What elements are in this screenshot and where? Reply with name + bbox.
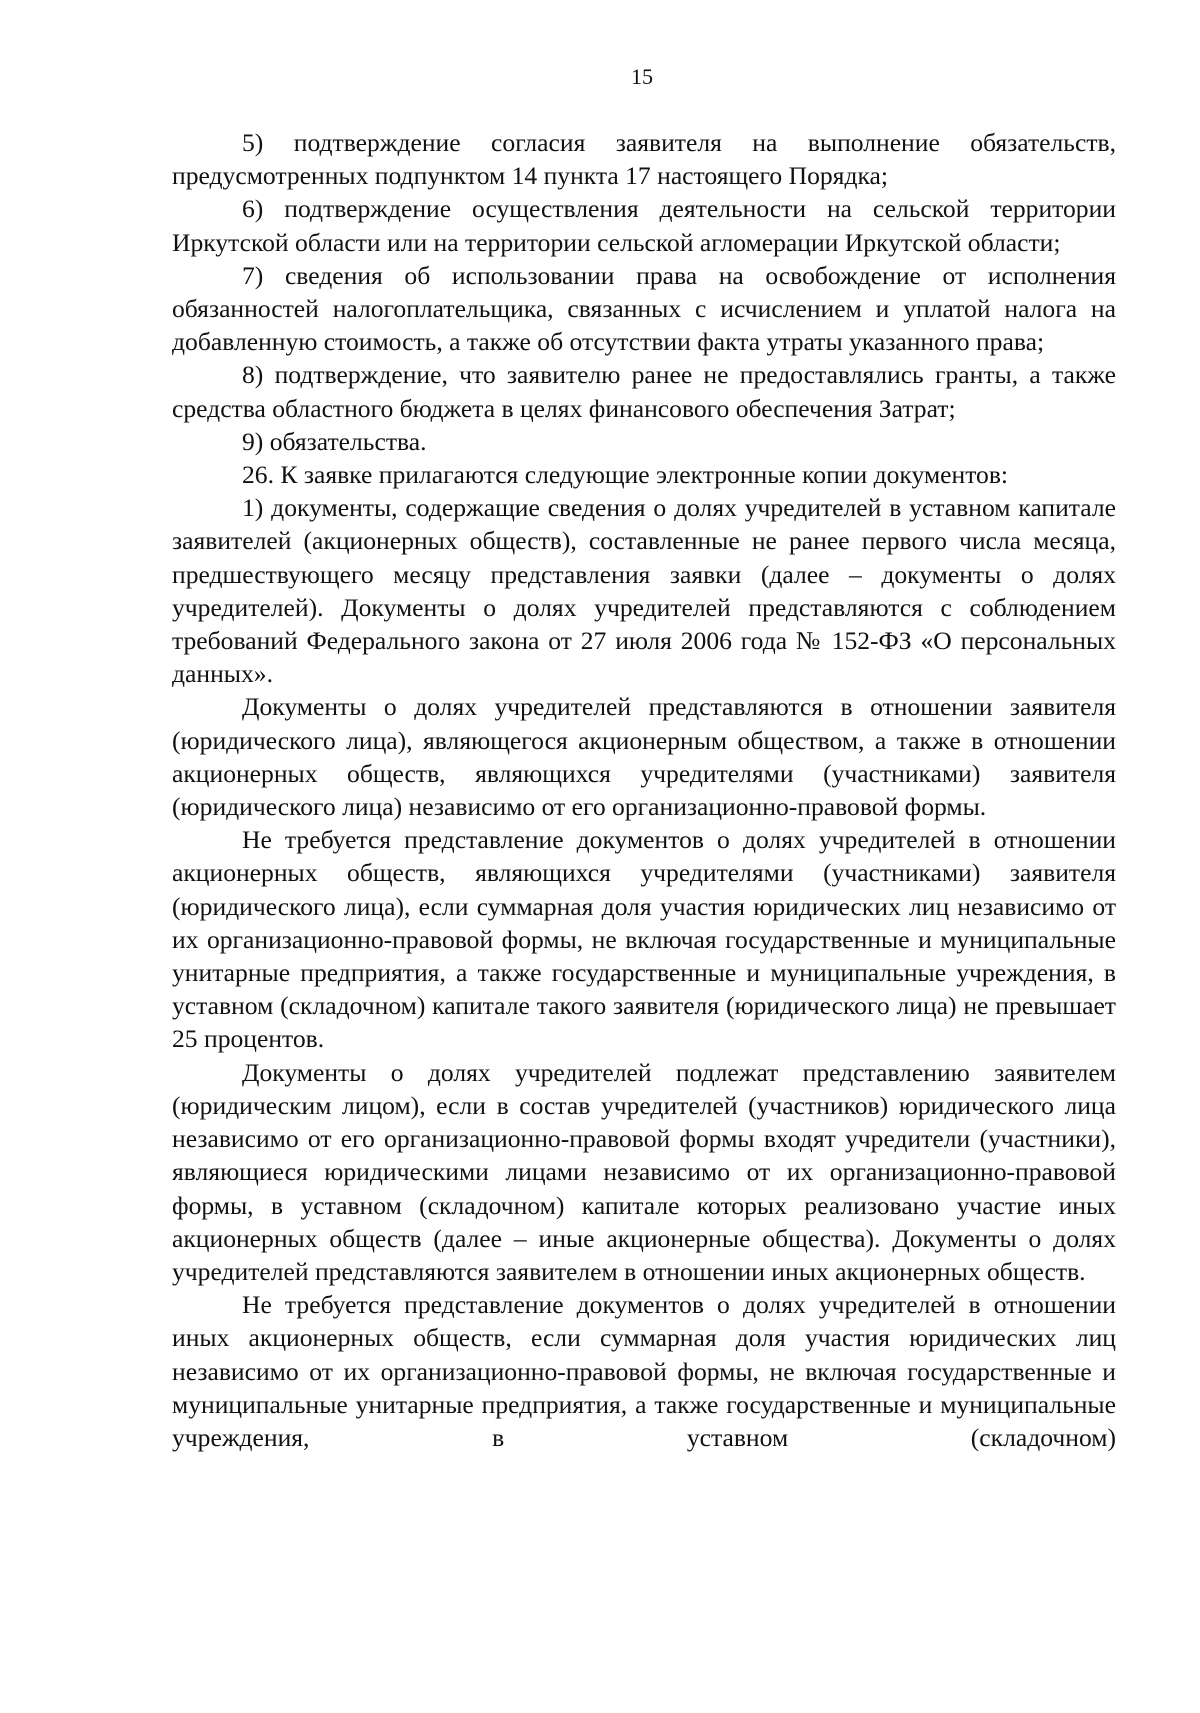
paragraph-section-26: 26. К заявке прилагаются следующие электронные копии документов: bbox=[242, 460, 1009, 490]
paragraph-item-8: 8) подтверждение, что заявителю ранее не предоставлялись гранты, а также средства областного бюджета в целях финансового обеспечения Затрат; bbox=[172, 360, 1116, 423]
paragraph-founders-shares-exemption: Не требуется представление документов о долях учредителей в отношении акционерных обществ, являющихся учредителями (участниками) заявителя (юридического лица), если суммарная доля участия юридических лиц независимо от их организационно-правовой формы, не включая государственные и муниципальные унитарные предприятия, а также государственные и муниципальные учреждения, в уставном (складочном) капитале такого заявителя (юридического лица) не превышает 25 процентов. bbox=[172, 825, 1116, 1054]
paragraph-item-9: 9) обязательства. bbox=[242, 426, 427, 456]
document-body bbox=[172, 126, 1116, 1454]
paragraph-item-5: 5) подтверждение согласия заявителя на выполнение обязательств, предусмотренных подпунктом 14 пункта 17 настоящего Порядка; bbox=[172, 128, 1116, 191]
paragraph-other-joint-stock-companies: Документы о долях учредителей подлежат представлению заявителем (юридическим лицом), если в состав учредителей (участников) юридического лица независимо от его организационно-правовой формы входят учредители (участники), являющиеся юридическими лицами независимо от их организационно-правовой формы, в уставном (складочном) капитале которых реализовано участие иных акционерных обществ (далее – иные акционерные общества). Документы о долях учредителей представляются заявителем в отношении иных акционерных обществ. bbox=[172, 1057, 1116, 1286]
page-number: 15 bbox=[631, 64, 653, 89]
paragraph-founders-shares-scope: Документы о долях учредителей представляются в отношении заявителя (юридического лица), являющегося акционерным обществом, а также в отношении акционерных обществ, являющихся учредителями (участниками) заявителя (юридического лица) независимо от его организационно-правовой формы. bbox=[172, 692, 1116, 822]
paragraph-section-26-item-1: 1) документы, содержащие сведения о долях учредителей в уставном капитале заявителей (акционерных обществ), составленные не ранее первого числа месяца, предшествующего месяцу представления заявки (далее – документы о долях учредителей). Документы о долях учредителей представляются с соблюдением требований Федерального закона от 27 июля 2006 года № 152-ФЗ «О персональных данных». bbox=[172, 493, 1116, 689]
paragraph-item-7: 7) сведения об использовании права на освобождение от исполнения обязанностей налогоплательщика, связанных с исчислением и уплатой налога на добавленную стоимость, а также об отсутствии факта утраты указанного права; bbox=[172, 260, 1116, 357]
paragraph-item-6: 6) подтверждение осуществления деятельности на сельской территории Иркутской области или на территории сельской агломерации Иркутской области; bbox=[172, 194, 1116, 257]
paragraph-other-companies-exemption: Не требуется представление документов о долях учредителей в отношении иных акционерных обществ, если суммарная доля участия юридических лиц независимо от их организационно-правовой формы, не включая государственные и муниципальные унитарные предприятия, а также государственные и муниципальные учреждения, в уставном (складочном) bbox=[172, 1290, 1116, 1452]
